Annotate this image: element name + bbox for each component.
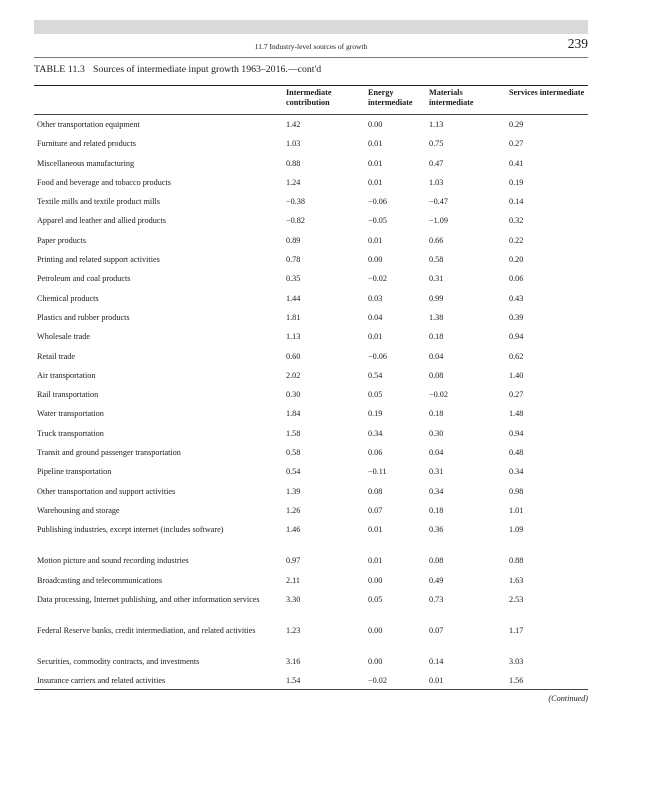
- table-row: [34, 444, 588, 463]
- table-row: [34, 502, 588, 521]
- table-row: [34, 212, 588, 231]
- energy-value: −0.05: [368, 216, 387, 226]
- continued-note: (Continued): [548, 694, 588, 703]
- materials-value: 0.18: [429, 332, 444, 342]
- services-value: 1.56: [509, 676, 524, 686]
- materials-value: 0.30: [429, 428, 444, 438]
- services-value: 0.39: [509, 312, 524, 322]
- services-value: 1.48: [509, 409, 524, 419]
- table-row: [34, 309, 588, 328]
- energy-value: 0.34: [368, 428, 383, 438]
- table-row: [34, 174, 588, 193]
- table-bottom-rule: [34, 689, 588, 690]
- energy-value: 0.00: [368, 255, 383, 265]
- intermediate-value: 1.54: [286, 676, 301, 686]
- energy-value: 0.00: [368, 625, 383, 635]
- energy-value: 0.01: [368, 139, 383, 149]
- energy-value: 0.05: [368, 390, 383, 400]
- materials-value: 1.13: [429, 120, 444, 129]
- industry-label: Broadcasting and telecommunications: [37, 575, 163, 585]
- intermediate-value: 1.44: [286, 293, 301, 303]
- table-caption-title: Sources of intermediate input growth 1963–2016.—cont'd: [93, 64, 322, 75]
- table-row: [34, 591, 588, 622]
- table-row: [34, 572, 588, 591]
- industry-label: Other transportation and support activities: [37, 486, 176, 496]
- energy-value: −0.02: [368, 676, 387, 686]
- services-value: 1.09: [509, 525, 524, 535]
- materials-value: 1.03: [429, 177, 444, 187]
- intermediate-value: 2.02: [286, 370, 301, 380]
- materials-value: 0.18: [429, 409, 444, 419]
- services-value: 1.01: [509, 505, 524, 515]
- column-header-energy: Energy intermediate: [368, 88, 413, 108]
- materials-value: 0.73: [429, 594, 444, 604]
- intermediate-value: 3.16: [286, 656, 301, 666]
- intermediate-value: 1.81: [286, 312, 301, 322]
- energy-value: 0.08: [368, 486, 383, 496]
- table-row: [34, 552, 588, 571]
- energy-value: 0.54: [368, 370, 383, 380]
- industry-label: Insurance carriers and related activities: [37, 676, 166, 686]
- materials-value: 0.31: [429, 467, 444, 477]
- services-value: 0.48: [509, 448, 524, 458]
- services-value: 0.43: [509, 293, 524, 303]
- industry-label: Rail transportation: [37, 390, 99, 400]
- industry-label: Warehousing and storage: [37, 505, 120, 515]
- energy-value: −0.06: [368, 351, 387, 361]
- industry-label: Air transportation: [37, 370, 96, 380]
- services-value: 0.20: [509, 255, 524, 265]
- intermediate-value: 1.23: [286, 625, 301, 635]
- industry-label: Other transportation equipment: [37, 120, 140, 129]
- industry-label: Plastics and rubber products: [37, 312, 130, 322]
- intermediate-value: 0.88: [286, 158, 301, 168]
- industry-label: Truck transportation: [37, 428, 104, 438]
- table-caption-label: TABLE 11.3: [34, 64, 86, 75]
- intermediate-value: 0.97: [286, 556, 301, 566]
- energy-value: 0.01: [368, 158, 383, 168]
- services-value: 0.27: [509, 139, 524, 149]
- table-row: [34, 348, 588, 367]
- industry-label: Wholesale trade: [37, 332, 90, 342]
- intermediate-value: 0.30: [286, 390, 301, 400]
- intermediate-value: 1.24: [286, 177, 301, 187]
- energy-value: 0.01: [368, 235, 383, 245]
- industry-label: Miscellaneous manufacturing: [37, 158, 135, 168]
- energy-value: 0.00: [368, 575, 383, 585]
- services-value: 0.27: [509, 390, 524, 400]
- running-head-title: 11.7 Industry-level sources of growth: [254, 42, 368, 51]
- intermediate-value: 0.35: [286, 274, 301, 284]
- intermediate-value: 1.03: [286, 139, 301, 149]
- table-body: [34, 115, 588, 691]
- table-row: [34, 622, 588, 653]
- energy-value: −0.06: [368, 197, 387, 207]
- industry-label: Transit and ground passenger transportation: [37, 448, 181, 458]
- intermediate-value: −0.38: [286, 197, 305, 207]
- industry-label: Petroleum and coal products: [37, 274, 131, 284]
- intermediate-value: 1.13: [286, 332, 301, 342]
- intermediate-value: 1.39: [286, 486, 301, 496]
- intermediate-value: 1.46: [286, 525, 301, 535]
- services-value: 0.32: [509, 216, 524, 226]
- energy-value: 0.04: [368, 312, 383, 322]
- table-header-rule: [34, 114, 588, 115]
- intermediate-value: 3.30: [286, 594, 301, 604]
- services-value: 0.94: [509, 332, 524, 342]
- services-value: 0.14: [509, 197, 524, 207]
- table-row: [34, 367, 588, 386]
- intermediate-value: 0.54: [286, 467, 301, 477]
- materials-value: 0.08: [429, 556, 444, 566]
- industry-label: Apparel and leather and allied products: [37, 216, 166, 226]
- services-value: 2.53: [509, 594, 524, 604]
- services-value: 0.06: [509, 274, 524, 284]
- energy-value: 0.06: [368, 448, 383, 458]
- services-value: 1.40: [509, 370, 524, 380]
- materials-value: 0.31: [429, 274, 444, 284]
- industry-label: Retail trade: [37, 351, 75, 361]
- materials-value: 0.99: [429, 293, 444, 303]
- table-row: [34, 115, 588, 135]
- energy-value: 0.00: [368, 120, 383, 129]
- energy-value: 0.05: [368, 594, 383, 604]
- intermediate-value: 0.89: [286, 235, 301, 245]
- services-value: 0.22: [509, 235, 524, 245]
- industry-label: Paper products: [37, 235, 86, 245]
- services-value: 0.34: [509, 467, 524, 477]
- table-top-rule: [34, 85, 588, 86]
- services-value: 0.29: [509, 120, 524, 129]
- energy-value: 0.01: [368, 556, 383, 566]
- intermediate-value: −0.82: [286, 216, 305, 226]
- industry-label: Printing and related support activities: [37, 255, 160, 265]
- table-header-row: [34, 88, 588, 115]
- table-row: [34, 270, 588, 289]
- materials-value: 0.01: [429, 676, 444, 686]
- column-header-intermediate: Intermediate contribution: [286, 88, 332, 108]
- materials-value: 0.04: [429, 351, 444, 361]
- table-row: [34, 155, 588, 174]
- services-value: 0.94: [509, 428, 524, 438]
- materials-value: −0.47: [429, 197, 448, 207]
- table-row: [34, 386, 588, 405]
- table-row: [34, 405, 588, 424]
- materials-value: −0.02: [429, 390, 448, 400]
- services-value: 0.41: [509, 158, 524, 168]
- energy-value: 0.00: [368, 656, 383, 666]
- materials-value: 0.49: [429, 575, 444, 585]
- materials-value: 0.04: [429, 448, 444, 458]
- intermediate-value: 1.84: [286, 409, 301, 419]
- energy-value: 0.01: [368, 525, 383, 535]
- intermediate-value: 1.42: [286, 120, 301, 129]
- energy-value: 0.01: [368, 332, 383, 342]
- energy-value: −0.02: [368, 274, 387, 284]
- materials-value: −1.09: [429, 216, 448, 226]
- industry-label: Food and beverage and tobacco products: [37, 177, 171, 187]
- industry-label: Water transportation: [37, 409, 104, 419]
- materials-value: 0.14: [429, 656, 444, 666]
- energy-value: 0.19: [368, 409, 383, 419]
- services-value: 1.63: [509, 575, 524, 585]
- materials-value: 0.34: [429, 486, 444, 496]
- materials-value: 0.08: [429, 370, 444, 380]
- materials-value: 0.18: [429, 505, 444, 515]
- table-row: [34, 653, 588, 672]
- table-row: [34, 463, 588, 482]
- industry-label: Pipeline transportation: [37, 467, 112, 477]
- column-header-services: Services intermediate: [509, 88, 585, 97]
- materials-value: 0.36: [429, 525, 444, 535]
- table-caption: [34, 64, 321, 75]
- energy-value: 0.03: [368, 293, 383, 303]
- services-value: 0.88: [509, 556, 524, 566]
- services-value: 0.98: [509, 486, 524, 496]
- materials-value: 0.58: [429, 255, 444, 265]
- intermediate-value: 1.26: [286, 505, 301, 515]
- services-value: 0.19: [509, 177, 524, 187]
- industry-label: Chemical products: [37, 293, 99, 303]
- industry-label: Motion picture and sound recording industries: [37, 556, 189, 566]
- table-row: [34, 290, 588, 309]
- running-head: [34, 37, 588, 58]
- materials-value: 0.07: [429, 625, 444, 635]
- industry-label: Data processing, Internet publishing, and other information services: [37, 594, 260, 604]
- intermediate-value: 2.11: [286, 575, 301, 585]
- materials-value: 1.38: [429, 312, 444, 322]
- materials-value: 0.66: [429, 235, 444, 245]
- industry-label: Furniture and related products: [37, 139, 136, 149]
- intermediate-value: 0.78: [286, 255, 301, 265]
- sources-table: [34, 88, 588, 691]
- table-row: [34, 135, 588, 154]
- services-value: 3.03: [509, 656, 524, 666]
- industry-label: Publishing industries, except internet (includes software): [37, 525, 224, 535]
- table-row: [34, 232, 588, 251]
- energy-value: 0.01: [368, 177, 383, 187]
- intermediate-value: 0.60: [286, 351, 301, 361]
- table-row: [34, 521, 588, 552]
- intermediate-value: 1.58: [286, 428, 301, 438]
- table-row: [34, 483, 588, 502]
- table-row: [34, 425, 588, 444]
- industry-label: Federal Reserve banks, credit intermediation, and related activities: [37, 625, 256, 635]
- table-row: [34, 251, 588, 270]
- materials-value: 0.75: [429, 139, 444, 149]
- column-header-industry: [34, 88, 286, 115]
- services-value: 0.62: [509, 351, 524, 361]
- energy-value: 0.07: [368, 505, 383, 515]
- industry-label: Textile mills and textile product mills: [37, 197, 160, 207]
- industry-label: Securities, commodity contracts, and investments: [37, 656, 200, 666]
- page-number: 239: [567, 36, 588, 51]
- intermediate-value: 0.58: [286, 448, 301, 458]
- materials-value: 0.47: [429, 158, 444, 168]
- energy-value: −0.11: [368, 467, 387, 477]
- header-bar: [34, 20, 588, 34]
- column-header-materials: Materials intermediate: [429, 88, 474, 108]
- services-value: 1.17: [509, 625, 524, 635]
- table-row: [34, 193, 588, 212]
- table-row: [34, 328, 588, 347]
